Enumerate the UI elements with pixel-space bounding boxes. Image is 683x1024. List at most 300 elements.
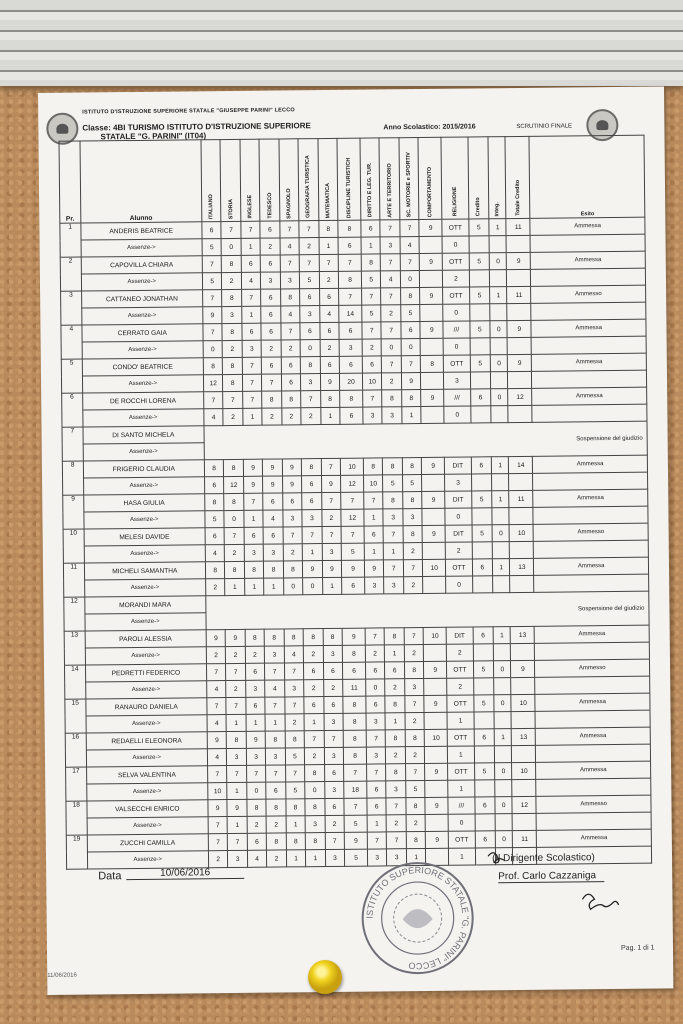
grade-cell: 6 bbox=[401, 322, 421, 339]
student-name: DI SANTO MICHELA bbox=[83, 426, 205, 444]
absence-cell bbox=[473, 678, 494, 695]
absence-cell bbox=[534, 574, 649, 592]
absence-cell: 0 bbox=[443, 304, 470, 321]
student-name: VALSECCHI ENRICO bbox=[87, 800, 209, 818]
official-stamp-icon bbox=[358, 858, 477, 977]
grade-cell: 7 bbox=[321, 458, 341, 475]
student-number: 16 bbox=[65, 733, 86, 767]
grade-cell: 7 bbox=[344, 764, 367, 781]
absence-cell: 1 bbox=[243, 408, 263, 425]
grade-cell: 8 bbox=[400, 288, 420, 305]
grade-cell: OTT bbox=[446, 559, 473, 576]
absence-cell bbox=[474, 780, 495, 797]
absence-cell: 1 bbox=[322, 577, 342, 594]
absence-cell: 11 bbox=[343, 679, 366, 696]
grade-cell: 8 bbox=[225, 561, 245, 578]
absence-cell: 10 bbox=[364, 475, 384, 492]
absence-cell bbox=[425, 746, 448, 763]
absence-cell bbox=[472, 576, 493, 593]
grade-cell: 7 bbox=[380, 220, 400, 237]
grade-cell: 7 bbox=[367, 832, 387, 849]
absence-cell bbox=[531, 268, 646, 286]
push-pin-icon bbox=[308, 960, 342, 994]
absence-cell: 2 bbox=[405, 712, 425, 729]
grade-cell: 8 bbox=[300, 357, 320, 374]
absence-cell: 5 bbox=[361, 271, 381, 288]
col-subject: MATEMATICA bbox=[318, 138, 338, 220]
absence-cell: 6 bbox=[266, 782, 286, 799]
grade-cell: 5 bbox=[472, 525, 493, 542]
grade-cell: 0 bbox=[492, 525, 509, 542]
col-subject: Totale Credito bbox=[505, 136, 530, 218]
grade-cell: 7 bbox=[365, 628, 385, 645]
col-esito: Esito bbox=[529, 135, 644, 218]
grade-cell: 7 bbox=[400, 220, 420, 237]
student-number: 12 bbox=[64, 597, 85, 631]
svg-text:ISTITUTO SUPERIORE STATALE "G.: ISTITUTO SUPERIORE STATALE "G. PARINI" LECCO bbox=[364, 865, 471, 972]
grade-cell: 8 bbox=[227, 731, 247, 748]
absence-cell: 3 bbox=[325, 849, 345, 866]
grade-cell: 7 bbox=[302, 527, 322, 544]
grade-cell: 7 bbox=[384, 526, 404, 543]
col-subject: Credito bbox=[468, 137, 489, 219]
student-esito: Sospensione del giudizio bbox=[204, 421, 647, 460]
grade-cell: 7 bbox=[338, 254, 361, 271]
grade-cell: 8 bbox=[385, 628, 405, 645]
grade-cell: 7 bbox=[284, 663, 304, 680]
absence-cell bbox=[507, 303, 531, 320]
absence-cell: 3 bbox=[283, 510, 303, 527]
absence-cell bbox=[512, 779, 536, 796]
grade-cell: 8 bbox=[323, 628, 343, 645]
absence-cell bbox=[469, 270, 490, 287]
absence-cell: 3 bbox=[265, 646, 285, 663]
absence-cell: 2 bbox=[222, 272, 242, 289]
absence-cell bbox=[533, 472, 648, 490]
student-number: 3 bbox=[61, 291, 82, 325]
grade-cell: OTT bbox=[444, 355, 471, 372]
grade-cell: 7 bbox=[386, 798, 406, 815]
grade-cell: /// bbox=[443, 321, 470, 338]
absence-cell: 20 bbox=[340, 373, 363, 390]
absence-cell: 8 bbox=[343, 713, 366, 730]
absence-cell: 3 bbox=[365, 577, 385, 594]
absence-cell: 0 bbox=[400, 271, 420, 288]
absence-cell: 5 bbox=[205, 511, 225, 528]
student-esito: Ammessa bbox=[531, 319, 646, 337]
grade-cell: 0 bbox=[489, 253, 506, 270]
absence-cell bbox=[425, 814, 448, 831]
absence-cell bbox=[469, 236, 490, 253]
grade-cell: 8 bbox=[266, 799, 286, 816]
absence-cell: 1 bbox=[227, 816, 247, 833]
student-number: 10 bbox=[63, 529, 84, 563]
grade-cell: OTT bbox=[447, 729, 474, 746]
absence-cell bbox=[535, 642, 650, 660]
grade-cell: 7 bbox=[366, 730, 386, 747]
grade-cell: 5 bbox=[474, 763, 495, 780]
grade-cell: 6 bbox=[366, 696, 386, 713]
assenze-label: Assenze-> bbox=[81, 273, 203, 291]
grade-cell: 1 bbox=[492, 457, 509, 474]
grade-cell: 6 bbox=[339, 356, 362, 373]
grade-cell: 8 bbox=[383, 492, 403, 509]
grade-cell: 8 bbox=[343, 730, 366, 747]
grade-cell: 6 bbox=[304, 663, 324, 680]
grade-cell: 8 bbox=[302, 459, 322, 476]
grade-cell: 5 bbox=[471, 491, 492, 508]
grade-cell: 8 bbox=[340, 390, 363, 407]
grade-cell: 6 bbox=[245, 663, 265, 680]
absence-cell: 3 bbox=[266, 748, 286, 765]
absence-cell: 5 bbox=[406, 780, 426, 797]
absence-cell: 0 bbox=[448, 814, 475, 831]
absence-cell: 1 bbox=[286, 850, 306, 867]
absence-cell: 9 bbox=[263, 476, 283, 493]
absence-cell: 2 bbox=[266, 816, 286, 833]
assenze-label: Assenze-> bbox=[85, 613, 207, 631]
col-subject: ITALIANO bbox=[201, 140, 221, 222]
absence-cell: 2 bbox=[404, 644, 424, 661]
student-esito: Ammesso bbox=[533, 523, 648, 541]
absence-cell: 12 bbox=[341, 509, 364, 526]
grade-cell: 7 bbox=[226, 697, 246, 714]
grade-cell: OTT bbox=[442, 219, 469, 236]
student-esito: Ammessa bbox=[536, 727, 651, 745]
absence-cell: 2 bbox=[443, 270, 470, 287]
grade-cell: DIT bbox=[445, 491, 472, 508]
col-subject: RELIGIONE bbox=[441, 137, 468, 219]
student-name: SELVA VALENTINA bbox=[86, 766, 208, 784]
absence-cell bbox=[493, 644, 510, 661]
absence-cell: 2 bbox=[260, 238, 280, 255]
grade-cell: 6 bbox=[320, 322, 340, 339]
grade-cell: 1 bbox=[493, 559, 510, 576]
absence-cell bbox=[424, 644, 447, 661]
grade-cell: 6 bbox=[246, 697, 266, 714]
grade-cell: 9 bbox=[344, 832, 367, 849]
grade-cell: 7 bbox=[242, 357, 262, 374]
student-name: FRIGERIO CLAUDIA bbox=[83, 460, 205, 478]
header-row bbox=[59, 135, 645, 223]
grade-cell: 6 bbox=[304, 697, 324, 714]
absence-cell bbox=[512, 745, 536, 762]
grade-cell: 8 bbox=[402, 390, 422, 407]
grade-cell: 7 bbox=[241, 221, 261, 238]
grade-cell: 6 bbox=[361, 220, 381, 237]
absence-cell bbox=[471, 474, 492, 491]
principal-role: (Il Dirigente Scolastico) bbox=[491, 852, 595, 865]
grade-cell: 0 bbox=[490, 321, 507, 338]
grade-cell: 6 bbox=[365, 662, 385, 679]
grade-cell: 7 bbox=[204, 392, 224, 409]
grade-cell: 10 bbox=[512, 762, 536, 779]
absence-cell bbox=[495, 814, 512, 831]
student-esito: Ammessa bbox=[533, 455, 648, 473]
absence-cell bbox=[531, 302, 646, 320]
assenze-label: Assenze-> bbox=[85, 647, 207, 665]
absence-cell: 0 bbox=[444, 406, 471, 423]
absence-cell: 0 bbox=[283, 578, 303, 595]
absence-cell: 9 bbox=[320, 373, 340, 390]
absence-cell bbox=[491, 372, 508, 389]
grade-cell: 6 bbox=[202, 222, 222, 239]
absence-cell: 2 bbox=[382, 373, 402, 390]
absence-cell: 0 bbox=[446, 576, 473, 593]
grade-cell: 7 bbox=[362, 322, 382, 339]
absence-cell: 9 bbox=[203, 307, 223, 324]
absence-cell: 2 bbox=[208, 851, 228, 868]
absence-cell: 4 bbox=[241, 272, 261, 289]
assenze-label: Assenze-> bbox=[87, 817, 209, 835]
student-esito: Ammesso bbox=[535, 659, 650, 677]
grade-cell: 8 bbox=[338, 220, 361, 237]
grade-cell: 6 bbox=[319, 288, 339, 305]
absence-cell: 3 bbox=[405, 678, 425, 695]
absence-cell: 3 bbox=[261, 272, 281, 289]
grade-cell: 7 bbox=[367, 764, 387, 781]
student-number: 6 bbox=[62, 393, 83, 427]
grade-cell: 8 bbox=[222, 323, 242, 340]
absence-cell: 4 bbox=[280, 238, 300, 255]
absence-cell bbox=[470, 338, 491, 355]
absence-cell: 0 bbox=[366, 679, 386, 696]
student-number: 13 bbox=[64, 631, 85, 665]
student-name: RANAURO DANIELA bbox=[85, 698, 207, 716]
grade-cell: 8 bbox=[245, 629, 265, 646]
assenze-label: Assenze-> bbox=[84, 579, 206, 597]
grade-cell: 8 bbox=[224, 459, 244, 476]
grade-cell: 7 bbox=[339, 288, 362, 305]
absence-cell: 1 bbox=[244, 578, 264, 595]
absence-cell: 2 bbox=[305, 748, 325, 765]
grade-cell: 9 bbox=[421, 389, 444, 406]
grade-cell: 5 bbox=[469, 321, 490, 338]
student-number: 7 bbox=[62, 427, 83, 461]
absence-cell: 3 bbox=[367, 849, 387, 866]
grade-cell: 7 bbox=[387, 832, 407, 849]
absence-cell: 1 bbox=[361, 237, 381, 254]
signature-icon bbox=[486, 847, 647, 929]
assenze-label: Assenze-> bbox=[86, 715, 208, 733]
grade-cell: 14 bbox=[509, 456, 533, 473]
assenze-label: Assenze-> bbox=[87, 851, 209, 869]
absence-cell: 6 bbox=[367, 781, 387, 798]
absence-cell: 2 bbox=[319, 271, 339, 288]
student-number: 17 bbox=[66, 767, 87, 801]
absence-cell bbox=[510, 575, 534, 592]
grade-cell: 6 bbox=[281, 357, 301, 374]
absence-cell bbox=[530, 234, 645, 252]
grade-cell: 8 bbox=[286, 799, 306, 816]
absence-cell bbox=[489, 236, 506, 253]
absence-cell: 2 bbox=[447, 644, 474, 661]
absence-cell bbox=[475, 814, 496, 831]
absence-cell: 3 bbox=[444, 372, 471, 389]
grade-cell: 9 bbox=[208, 800, 228, 817]
grade-cell: 11 bbox=[506, 218, 530, 235]
date-label: Data bbox=[98, 870, 122, 883]
absence-cell: 3 bbox=[324, 781, 344, 798]
absence-cell bbox=[531, 336, 646, 354]
absence-cell bbox=[423, 542, 446, 559]
grade-cell: 9 bbox=[425, 763, 448, 780]
absence-cell bbox=[470, 372, 491, 389]
grade-cell: 13 bbox=[510, 626, 534, 643]
absence-cell: 5 bbox=[341, 543, 364, 560]
grade-cell: 9 bbox=[420, 287, 443, 304]
grade-cell: 0 bbox=[495, 831, 512, 848]
absence-cell: 3 bbox=[264, 544, 284, 561]
grade-cell: 8 bbox=[406, 831, 426, 848]
absence-cell: 0 bbox=[445, 508, 472, 525]
grade-cell: 9 bbox=[424, 695, 447, 712]
absence-cell bbox=[421, 372, 444, 389]
grade-cell: 6 bbox=[474, 797, 495, 814]
student-number: 2 bbox=[60, 257, 81, 291]
grade-cell: 7 bbox=[265, 663, 285, 680]
absence-cell: 18 bbox=[344, 781, 367, 798]
grade-cell: 8 bbox=[203, 358, 223, 375]
absence-cell: 1 bbox=[402, 407, 422, 424]
grade-cell: 8 bbox=[264, 629, 284, 646]
report-date: 10/06/2016 bbox=[126, 867, 244, 880]
absence-cell: 0 bbox=[300, 340, 320, 357]
absence-cell: 5 bbox=[383, 475, 403, 492]
grade-cell: 1 bbox=[492, 491, 509, 508]
assenze-label: Assenze-> bbox=[85, 681, 207, 699]
grade-cell: 6 bbox=[244, 527, 264, 544]
absence-cell: 1 bbox=[246, 714, 266, 731]
absence-cell: 2 bbox=[245, 646, 265, 663]
grade-cell: 8 bbox=[283, 561, 303, 578]
absence-cell: 5 bbox=[285, 748, 305, 765]
grade-cell: 9 bbox=[364, 560, 384, 577]
student-name: CERRATO GAIA bbox=[82, 324, 204, 342]
absence-cell: 4 bbox=[319, 305, 339, 322]
grade-cell: 7 bbox=[381, 288, 401, 305]
absence-cell bbox=[425, 780, 448, 797]
absence-cell: 4 bbox=[381, 271, 401, 288]
grade-cell: 6 bbox=[471, 457, 492, 474]
grade-cell: 12 bbox=[512, 796, 536, 813]
absence-cell: 9 bbox=[282, 476, 302, 493]
absence-cell bbox=[420, 270, 443, 287]
grade-cell: 8 bbox=[319, 220, 339, 237]
absence-cell: 2 bbox=[261, 340, 281, 357]
absence-cell: 0 bbox=[221, 238, 241, 255]
absence-cell: 1 bbox=[364, 509, 384, 526]
absence-cell bbox=[422, 474, 445, 491]
grade-cell: 7 bbox=[341, 526, 364, 543]
absence-cell: 6 bbox=[204, 477, 224, 494]
absence-cell: 12 bbox=[341, 475, 364, 492]
absence-cell: 2 bbox=[282, 408, 302, 425]
absence-cell: 0 bbox=[401, 339, 421, 356]
grade-cell: 8 bbox=[265, 731, 285, 748]
grade-cell: 6 bbox=[362, 356, 382, 373]
absence-cell bbox=[470, 406, 491, 423]
student-esito: Ammesso bbox=[531, 285, 646, 303]
grade-cell: 1 bbox=[490, 287, 507, 304]
grade-cell: 6 bbox=[241, 255, 261, 272]
grade-cell: 8 bbox=[204, 460, 224, 477]
grade-cell: DIT bbox=[445, 525, 472, 542]
absence-cell: 2 bbox=[447, 678, 474, 695]
absence-cell: 8 bbox=[343, 747, 366, 764]
report-sheet bbox=[38, 86, 673, 995]
grade-cell: 10 bbox=[340, 458, 363, 475]
grade-cell: 6 bbox=[300, 289, 320, 306]
student-esito: Sospensione del giudizio bbox=[206, 591, 649, 630]
grade-cell: OTT bbox=[447, 695, 474, 712]
grade-cell: 7 bbox=[285, 765, 305, 782]
absence-cell bbox=[490, 270, 507, 287]
grade-cell: 7 bbox=[324, 730, 344, 747]
absence-cell bbox=[508, 371, 532, 388]
grade-cell: 9 bbox=[507, 252, 531, 269]
absence-cell: 5 bbox=[362, 305, 382, 322]
grade-cell: 9 bbox=[422, 457, 445, 474]
grade-cell: 8 bbox=[403, 492, 423, 509]
grade-cell: 9 bbox=[425, 797, 448, 814]
grade-cell: 0 bbox=[494, 695, 511, 712]
absence-cell: 3 bbox=[386, 781, 406, 798]
grade-cell: 7 bbox=[319, 254, 339, 271]
grade-cell: 6 bbox=[325, 798, 345, 815]
absence-cell: 2 bbox=[403, 576, 423, 593]
absence-cell: 6 bbox=[261, 306, 281, 323]
absence-cell bbox=[474, 746, 495, 763]
grade-cell: 7 bbox=[325, 832, 345, 849]
absence-cell: 1 bbox=[320, 407, 340, 424]
absence-cell: 2 bbox=[285, 714, 305, 731]
absence-cell: 1 bbox=[319, 237, 339, 254]
assenze-label: Assenze-> bbox=[86, 749, 208, 767]
student-name: MELESI DAVIDE bbox=[84, 528, 206, 546]
grade-cell: 7 bbox=[384, 560, 404, 577]
absence-cell: 6 bbox=[281, 374, 301, 391]
grade-cell: 9 bbox=[422, 491, 445, 508]
absence-cell: 4 bbox=[207, 715, 227, 732]
absence-cell bbox=[535, 710, 650, 728]
absence-cell bbox=[536, 744, 651, 762]
col-subject: Integ. bbox=[488, 137, 506, 219]
grade-cell: 7 bbox=[202, 256, 222, 273]
grade-cell: 8 bbox=[361, 254, 381, 271]
absence-cell: 4 bbox=[207, 681, 227, 698]
grade-cell: 9 bbox=[282, 459, 302, 476]
grade-cell: 6 bbox=[302, 493, 322, 510]
page-number: Pag. 1 di 1 bbox=[620, 944, 655, 952]
absence-cell bbox=[423, 576, 446, 593]
absence-cell bbox=[510, 541, 534, 558]
absence-cell bbox=[536, 812, 651, 830]
absence-cell: 2 bbox=[323, 679, 343, 696]
grade-cell: OTT bbox=[442, 253, 469, 270]
grade-cell: 6 bbox=[261, 255, 281, 272]
grade-cell: 8 bbox=[320, 390, 340, 407]
student-name: CATTANEO JONATHAN bbox=[81, 290, 203, 308]
print-date: 11/06/2016 bbox=[47, 972, 77, 979]
absence-cell: 4 bbox=[247, 850, 267, 867]
absence-cell: 2 bbox=[281, 340, 301, 357]
absence-cell bbox=[508, 405, 532, 422]
grade-cell: 6 bbox=[470, 389, 491, 406]
col-subject: GEOGRAFIA TURISTICA bbox=[298, 139, 318, 221]
grade-cell: 6 bbox=[343, 662, 366, 679]
grade-cell: 7 bbox=[321, 492, 341, 509]
